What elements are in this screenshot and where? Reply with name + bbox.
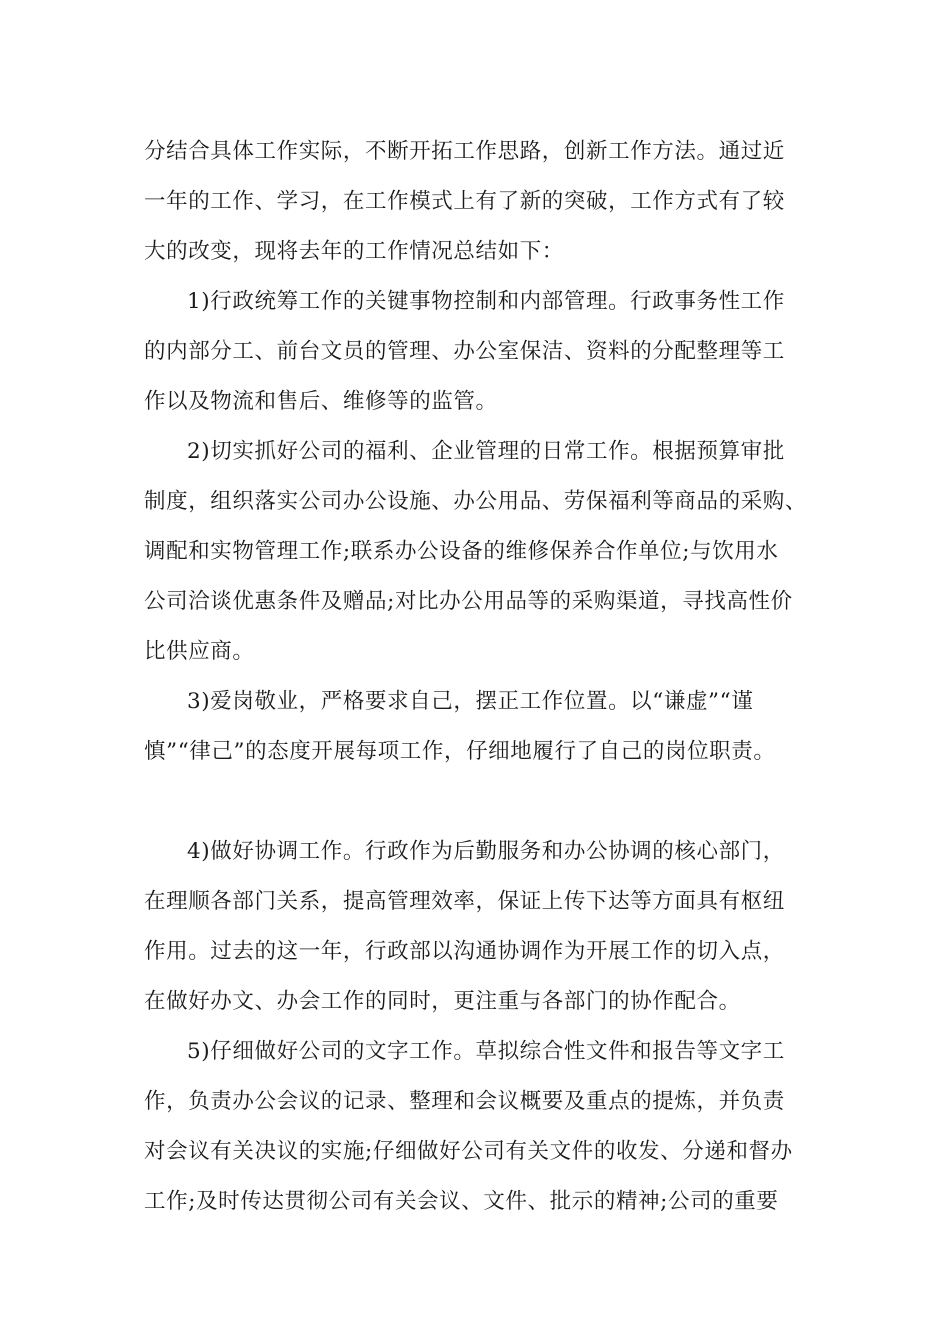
text-line: 一年的工作、学习，在工作模式上有了新的突破，工作方式有了较 <box>144 189 785 214</box>
text-line-item-5: 5)仔细做好公司的文字工作。草拟综合性文件和报告等文字工 <box>187 1039 785 1064</box>
text-line: 作以及物流和售后、维修等的监管。 <box>144 389 498 414</box>
text-line: 作，负责办公会议的记录、整理和会议概要及重点的提炼，并负责 <box>144 1089 785 1114</box>
text-line: 制度，组织落实公司办公设施、办公用品、劳保福利等商品的采购、 <box>144 489 808 514</box>
text-line: 对会议有关决议的实施;仔细做好公司有关文件的收发、分递和督办 <box>144 1139 793 1164</box>
text-line: 调配和实物管理工作;联系办公设备的维修保养合作单位;与饮用水 <box>144 539 779 564</box>
text-line: 慎”“律己”的态度开展每项工作，仔细地履行了自己的岗位职责。 <box>144 739 776 764</box>
text-line: 在做好办文、办会工作的同时，更注重与各部门的协作配合。 <box>144 989 741 1014</box>
text-line: 比供应商。 <box>144 639 255 664</box>
text-line: 工作;及时传达贯彻公司有关会议、文件、批示的精神;公司的重要 <box>144 1189 779 1214</box>
text-line-item-1: 1)行政统筹工作的关键事物控制和内部管理。行政事务性工作 <box>187 289 785 314</box>
text-line-item-3: 3)爱岗敬业，严格要求自己，摆正工作位置。以“谦虚”“谨 <box>187 689 754 714</box>
text-line: 在理顺各部门关系，提高管理效率，保证上传下达等方面具有枢纽 <box>144 889 785 914</box>
text-line-item-4: 4)做好协调工作。行政作为后勤服务和办公协调的核心部门， <box>187 839 785 864</box>
text-line: 公司洽谈优惠条件及赠品;对比办公用品等的采购渠道，寻找高性价 <box>144 589 793 614</box>
text-line-item-2: 2)切实抓好公司的福利、企业管理的日常工作。根据预算审批 <box>187 439 785 464</box>
text-line: 的内部分工、前台文员的管理、办公室保洁、资料的分配整理等工 <box>144 339 785 364</box>
text-line: 分结合具体工作实际，不断开拓工作思路，创新工作方法。通过近 <box>144 139 785 164</box>
text-line: 大的改变，现将去年的工作情况总结如下： <box>144 239 564 264</box>
text-line: 作用。过去的这一年，行政部以沟通协调作为开展工作的切入点， <box>144 939 785 964</box>
